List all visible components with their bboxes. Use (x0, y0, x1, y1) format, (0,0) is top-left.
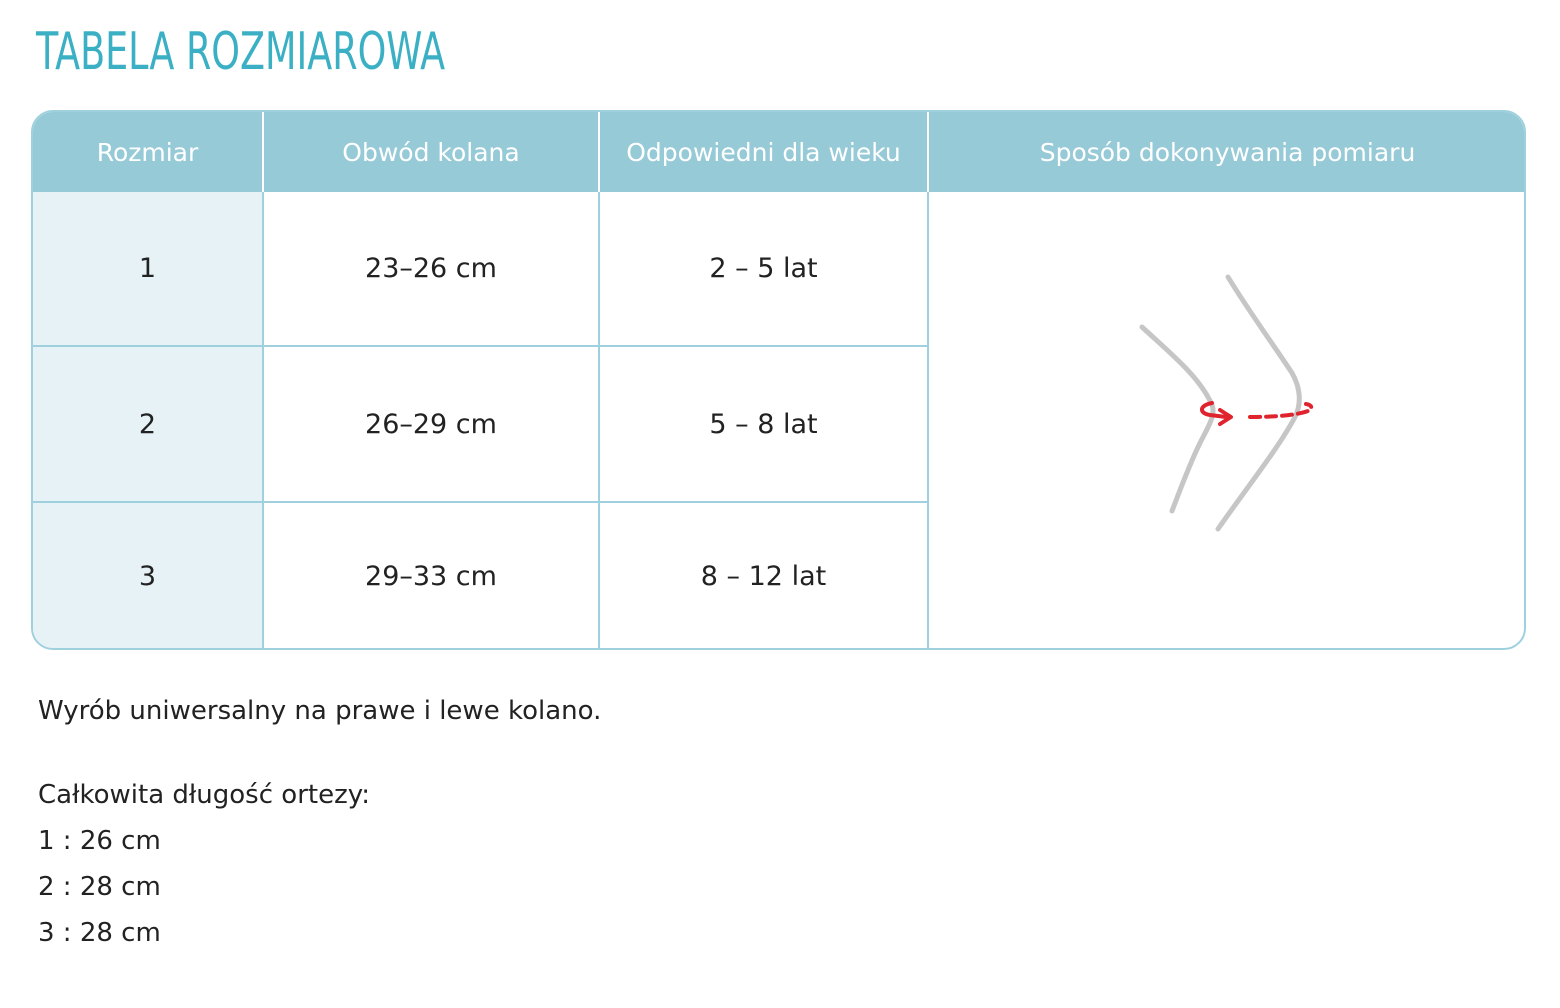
table-cell-age: 8 – 12 lat (700, 561, 827, 592)
header-size: Rozmiar (96, 137, 199, 167)
header-age: Odpowiedni dla wieku (626, 137, 901, 167)
header-knee-circumference: Obwód kolana (342, 137, 520, 167)
length-item: 1 : 26 cm (38, 826, 161, 856)
header-divider-3 (927, 112, 929, 192)
table-cell-circumference: 26–29 cm (365, 408, 497, 440)
column-divider-3 (927, 192, 929, 650)
table-header-row (33, 112, 1524, 192)
length-item: 2 : 28 cm (38, 872, 161, 902)
header-divider-2 (598, 112, 600, 192)
table-cell-size: 1 (138, 253, 157, 284)
measure-tape-right (1250, 404, 1311, 417)
table-cell-size: 3 (138, 561, 157, 592)
universal-note: Wyrób uniwersalny na prawe i lewe kolano. (38, 696, 602, 726)
table-cell-circumference: 23–26 cm (365, 253, 497, 284)
table-cell-size: 2 (138, 408, 157, 440)
table-cell-circumference: 29–33 cm (365, 561, 497, 592)
table-cell-age: 5 – 8 lat (709, 408, 818, 440)
knee-back-line (1142, 327, 1213, 511)
page-title: TABELA ROZMIAROWA (36, 22, 446, 82)
table-cell-age: 2 – 5 lat (709, 253, 818, 284)
header-measurement-method: Sposób dokonywania pomiaru (1039, 137, 1416, 167)
length-item: 3 : 28 cm (38, 918, 161, 948)
knee-measurement-icon (1100, 265, 1340, 545)
length-heading: Całkowita długość ortezy: (38, 780, 370, 810)
knee-front-line (1218, 277, 1299, 529)
